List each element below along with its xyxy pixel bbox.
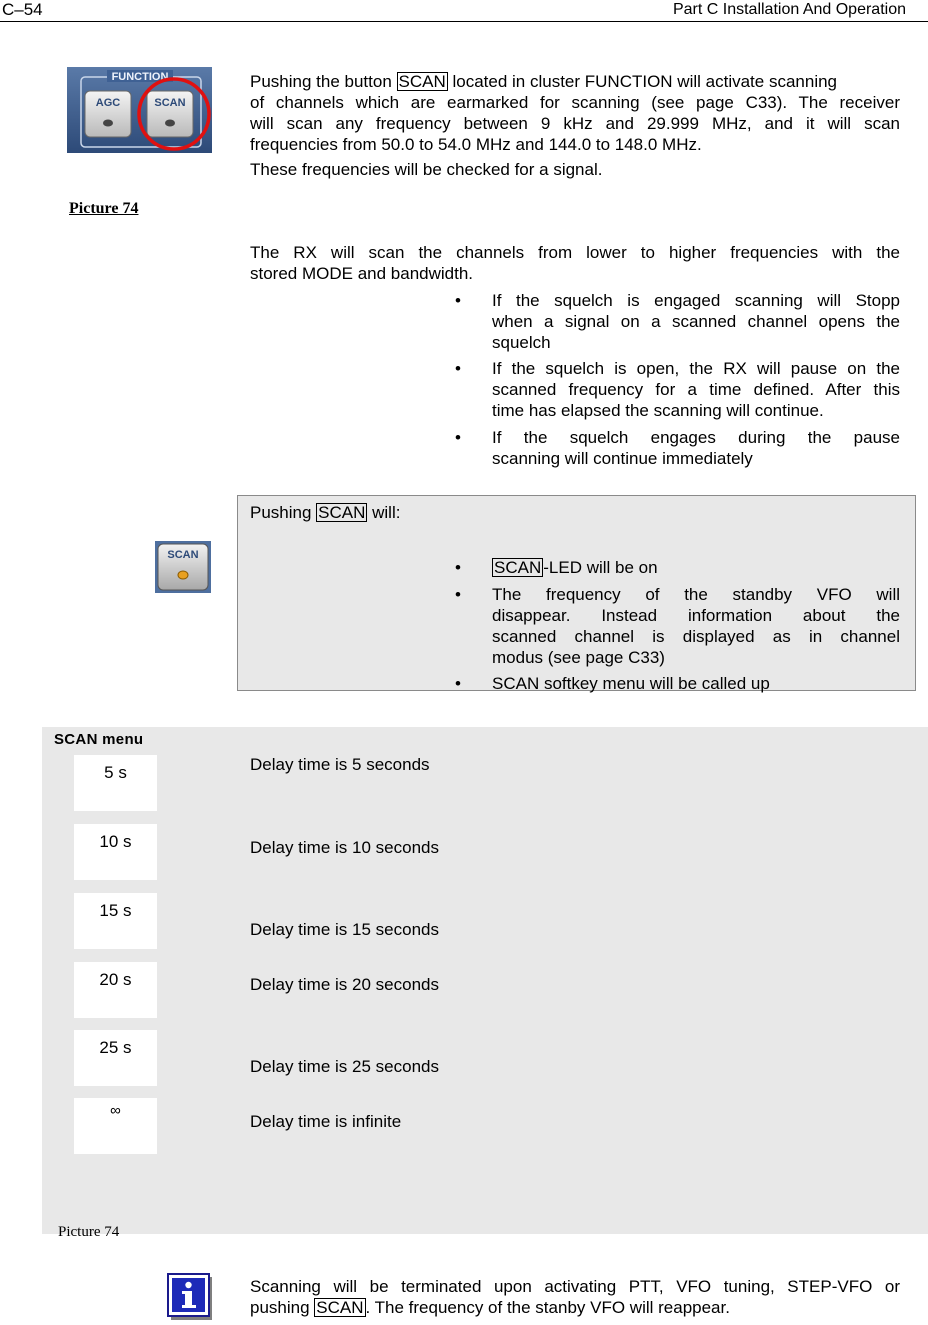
intro-note: These frequencies will be checked for a signal. xyxy=(250,160,603,179)
effect-bullet: • SCAN softkey menu will be called up xyxy=(455,674,770,693)
picture-caption: Picture 74 xyxy=(69,200,139,217)
scan-menu-panel xyxy=(42,727,928,1234)
info-icon xyxy=(168,1274,212,1320)
page-number: C–54 xyxy=(2,0,43,19)
rule-bullet: • If the squelch is engaged scanning will Stopp when a signal on a scanned channel opens the squelch xyxy=(455,291,900,352)
softkey-desc: Delay time is infinite xyxy=(250,1112,402,1131)
scan-effects-title: Pushing SCAN will: xyxy=(250,503,401,522)
softkey-desc: Delay time is 25 seconds xyxy=(250,1057,439,1076)
rule-bullet: • If the squelch is open, the RX will pause on the scanned frequency for a time defined. After this time has elapsed the scanning will continue. xyxy=(455,359,900,420)
function-panel-image xyxy=(67,67,212,153)
menu-caption: Picture 74 xyxy=(58,1224,120,1240)
softkey-15s[interactable]: 15 s xyxy=(74,893,157,949)
section-title: Part C Installation And Operation xyxy=(672,1,906,18)
softkey-infinite[interactable]: ∞ xyxy=(74,1098,157,1154)
scan-key-ref: SCAN xyxy=(318,503,366,522)
scan-key-ref: SCAN xyxy=(398,72,446,91)
menu-caption-clip xyxy=(58,1224,178,1242)
scan-key-ref: SCAN xyxy=(316,1298,364,1317)
softkey-desc: Delay time is 15 seconds xyxy=(250,920,439,939)
softkey-25s[interactable]: 25 s xyxy=(74,1030,157,1086)
softkey-desc: Delay time is 5 seconds xyxy=(250,755,430,774)
softkey-desc: Delay time is 20 seconds xyxy=(250,975,439,994)
scan-icon-label: SCAN xyxy=(167,549,199,561)
effect-bullet: • The frequency of the standby VFO will disappear. Instead information about the scanned channel is displayed as in channel modus (see page C33) xyxy=(455,585,900,667)
agc-label: AGC xyxy=(95,97,121,109)
scan-rules-intro: The RX will scan the channels from lower to higher frequencies with the stored MODE and bandwidth. xyxy=(250,243,900,283)
rule-bullet: • If the squelch engages during the pause scanning will continue immediately xyxy=(455,428,900,468)
panel-title: FUNCTION xyxy=(111,71,169,83)
scan-button-icon xyxy=(155,541,211,593)
info-note: Scanning will be terminated upon activating PTT, VFO tuning, STEP-VFO or pushing SCAN . The frequency of the stanby VFO will reappear. xyxy=(250,1277,900,1317)
effect-bullet: • SCAN -LED will be on xyxy=(455,558,658,577)
softkey-desc: Delay time is 10 seconds xyxy=(250,838,439,857)
scan-menu-title: SCAN menu xyxy=(54,731,144,748)
softkey-5s[interactable]: 5 s xyxy=(74,755,157,811)
scan-key-ref: SCAN xyxy=(494,558,542,577)
softkey-10s[interactable]: 10 s xyxy=(74,824,157,880)
intro-paragraph: Pushing the button SCAN located in cluster FUNCTION will activate scanning of channels which are earmarked for scanning (see page C33). The receiver will scan any frequency between 9 kHz and 29.999 MHz, and it will scan frequencies from 50.0 to 54.0 MHz and 144.0 to 148.0 MHz. xyxy=(250,72,900,154)
header-divider xyxy=(0,21,928,22)
scan-label: SCAN xyxy=(154,97,186,109)
softkey-20s[interactable]: 20 s xyxy=(74,962,157,1018)
